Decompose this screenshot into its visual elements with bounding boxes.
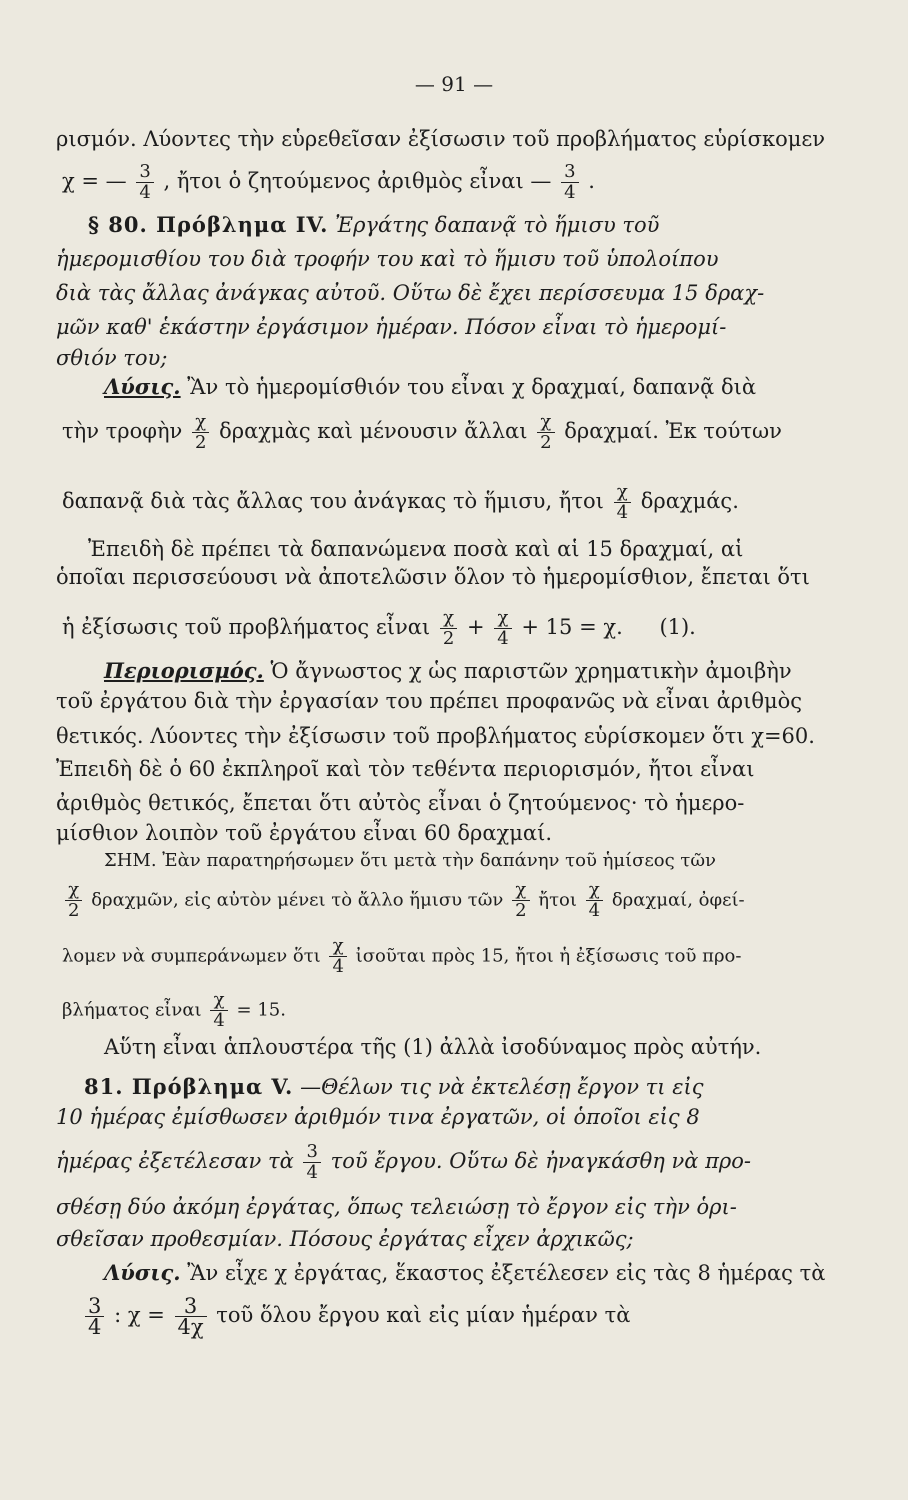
fraction: [440, 608, 457, 649]
text-span: ἡ ἐξίσωσις τοῦ προβλήματος εἶναι: [62, 615, 431, 639]
text-line: Ἐπειδὴ δὲ πρέπει τὰ δαπανώμενα ποσὰ καὶ αἱ 15 δραχμαί, αἱ: [88, 537, 744, 561]
problem-text: —Θέλων τις νὰ ἐκτελέσῃ ἔργον τι εἰς: [300, 1075, 704, 1099]
text-span: βλήματος εἶναι: [62, 999, 202, 1021]
solution-label: Λύσις.: [104, 1260, 181, 1285]
problem-heading-line: [88, 212, 659, 238]
equation-number: (1).: [659, 615, 696, 639]
equation-line: [62, 412, 782, 453]
text-span: ἡμέρας ἐξετέλεσαν τὰ: [56, 1149, 294, 1173]
numerator: 3: [85, 1296, 104, 1317]
numerator: χ: [440, 608, 457, 629]
text-line: μίσθιον λοιπὸν τοῦ ἐργάτου εἶναι 60 δραχμαί.: [56, 821, 553, 845]
page-number: — 91 —: [414, 72, 494, 96]
text-span: + 15 = χ.: [521, 615, 623, 639]
problem-text: [56, 1142, 751, 1183]
fraction: [586, 880, 603, 921]
text-span: : χ =: [114, 1303, 165, 1327]
solution-line: [104, 1260, 825, 1286]
equation-line: [82, 1296, 630, 1337]
text-line: ρισμόν. Λύοντες τὴν εὑρεθεῖσαν ἐξίσωσιν τοῦ προβλήματος εὑρίσκομεν: [56, 127, 826, 151]
text-line: θετικός. Λύοντες τὴν ἐξίσωσιν τοῦ προβλήματος εὑρίσκομεν ὅτι χ=60.: [56, 724, 815, 748]
denominator: 2: [540, 432, 552, 453]
numerator: χ: [537, 412, 554, 433]
text-line: ὁποῖαι περισσεύουσι νὰ ἀποτελῶσιν ὅλον τὸ ἡμερομίσθιον, ἔπεται ὅτι: [56, 565, 810, 589]
text-span: ἤτοι: [538, 889, 577, 911]
text-span: δραχμὰς καὶ μένουσιν ἄλλαι: [219, 419, 528, 443]
text-span: δραχμαί. Ἐκ τούτων: [564, 419, 782, 443]
numerator: 3: [561, 162, 578, 183]
numerator: χ: [494, 608, 511, 629]
text-span: δραχμάς.: [640, 489, 739, 513]
solution-label: Λύσις.: [104, 374, 181, 399]
problem-text: ἡμερομισθίου του διὰ τροφήν του καὶ τὸ ἥμισυ τοῦ ὑπολοίπου: [56, 247, 719, 271]
section-heading: § 80. Πρόβλημα IV.: [88, 212, 329, 237]
denominator: 4: [497, 628, 509, 649]
plus-sign: +: [466, 615, 485, 639]
denominator: 4: [332, 956, 344, 977]
numerator: χ: [329, 936, 346, 957]
text-span: δαπανᾷ διὰ τὰς ἄλλας του ἀνάγκας τὸ ἥμισυ, ἤτοι: [62, 489, 604, 513]
denominator: 4: [139, 182, 151, 203]
text-line: Ἐπειδὴ δὲ ὁ 60 ἐκπληροῖ καὶ τὸν τεθέντα περιορισμόν, ἤτοι εἶναι: [56, 757, 755, 781]
denominator: 4: [306, 1162, 318, 1183]
text-span: .: [588, 169, 595, 193]
equation-line: [62, 990, 286, 1031]
numerator: χ: [512, 880, 529, 901]
fraction: [136, 162, 153, 203]
text-span: λομεν νὰ συμπεράνωμεν ὅτι: [62, 945, 321, 967]
problem-text: σθιόν του;: [56, 346, 168, 370]
fraction: [192, 412, 209, 453]
fraction: [512, 880, 529, 921]
numerator: χ: [210, 990, 227, 1011]
numerator: χ: [614, 482, 631, 503]
denominator: 4: [88, 1315, 102, 1339]
problem-text: διὰ τὰς ἄλλας ἀνάγκας αὐτοῦ. Οὕτω δὲ ἔχει περίσσευμα 15 δραχ-: [56, 281, 765, 305]
denominator: 2: [515, 900, 527, 921]
problem-text: μῶν καθ' ἑκάστην ἐργάσιμον ἡμέραν. Πόσον εἶναι τὸ ἡμερομί-: [56, 315, 727, 339]
denominator: 4: [616, 502, 629, 523]
equation-line: [62, 880, 745, 921]
denominator: 4χ: [177, 1315, 204, 1339]
fraction: [494, 608, 511, 649]
numerator: 3: [303, 1142, 320, 1163]
text-line: ἀριθμὸς θετικός, ἔπεται ὅτι αὐτὸς εἶναι ὁ ζητούμενος· τὸ ἡμερο-: [56, 791, 745, 815]
text-span: Ἂν εἶχε χ ἐργάτας, ἕκαστος ἐξετέλεσεν εἰς τὰς 8 ἡμέρας τὰ: [187, 1261, 826, 1285]
restriction-line: [104, 658, 792, 684]
problem-heading-line: [84, 1074, 703, 1100]
numerator: χ: [192, 412, 209, 433]
text-span: = 15.: [236, 999, 286, 1021]
text-span: τὴν τροφὴν: [62, 419, 183, 443]
problem-text: σθέσῃ δύο ἀκόμη ἐργάτας, ὅπως τελειώσῃ τὸ ἔργον εἰς τὴν ὁρι-: [56, 1195, 737, 1219]
fraction: [210, 990, 227, 1031]
text-span: , ἤτοι ὁ ζητούμενος ἀριθμὸς εἶναι —: [163, 169, 552, 193]
text-span: τοῦ ὅλου ἔργου καὶ εἰς μίαν ἡμέραν τὰ: [216, 1303, 631, 1327]
denominator: 2: [442, 628, 455, 649]
equation-line: [62, 608, 696, 649]
fraction: [329, 936, 346, 977]
text-span: δραχμῶν, εἰς αὐτὸν μένει τὸ ἄλλο ἥμισυ τῶν: [91, 889, 504, 911]
denominator: 4: [564, 182, 576, 203]
fraction: [65, 880, 82, 921]
fraction: [303, 1142, 320, 1183]
text-span: τοῦ ἔργου. Οὕτω δὲ ἠναγκάσθη νὰ προ-: [330, 1149, 752, 1173]
text-span: Ἂν τὸ ἡμερομίσθιόν του εἶναι χ δραχμαί, δαπανᾷ διὰ: [187, 375, 757, 399]
section-heading: 81. Πρόβλημα V.: [84, 1074, 294, 1099]
denominator: 2: [195, 432, 207, 453]
text-line: Αὕτη εἶναι ἁπλουστέρα τῆς (1) ἀλλὰ ἰσοδύναμος πρὸς αὐτήν.: [104, 1035, 762, 1059]
text-line: τοῦ ἐργάτου διὰ τὴν ἐργασίαν του πρέπει προφανῶς νὰ εἶναι ἀριθμὸς: [56, 689, 803, 713]
fraction: [85, 1296, 104, 1337]
problem-text: 10 ἡμέρας ἐμίσθωσεν ἀριθμόν τινα ἐργατῶν, οἱ ὁποῖοι εἰς 8: [56, 1105, 700, 1129]
equation-line: [62, 936, 741, 977]
text-span: χ = —: [62, 169, 127, 193]
text-span: Ὁ ἄγνωστος χ ὡς παριστῶν χρηματικὴν ἀμοιβὴν: [270, 659, 792, 683]
fraction: [614, 482, 631, 523]
restriction-label: Περιορισμός.: [104, 658, 264, 683]
fraction: [561, 162, 578, 203]
note-line: ΣΗΜ. Ἐὰν παρατηρήσωμεν ὅτι μετὰ τὴν δαπάνην τοῦ ἡμίσεος τῶν: [104, 850, 716, 871]
fraction: [537, 412, 554, 453]
text-span: δραχμαί, ὀφεί-: [611, 889, 745, 911]
problem-text: σθεῖσαν προθεσμίαν. Πόσους ἐργάτας εἶχεν ἀρχικῶς;: [56, 1227, 634, 1251]
problem-text: Ἐργάτης δαπανᾷ τὸ ἥμισυ τοῦ: [335, 213, 660, 237]
numerator: χ: [65, 880, 82, 901]
fraction: [175, 1296, 207, 1337]
numerator: 3: [175, 1296, 207, 1317]
solution-line: [104, 374, 756, 400]
numerator: 3: [136, 162, 153, 183]
text-span: ἰσοῦται πρὸς 15, ἤτοι ἡ ἐξίσωσις τοῦ προ-: [355, 945, 742, 967]
equation-line: [62, 482, 739, 523]
numerator: χ: [586, 880, 603, 901]
denominator: 2: [68, 900, 80, 921]
equation-line: [62, 162, 595, 203]
denominator: 4: [588, 900, 601, 921]
denominator: 4: [213, 1010, 225, 1031]
